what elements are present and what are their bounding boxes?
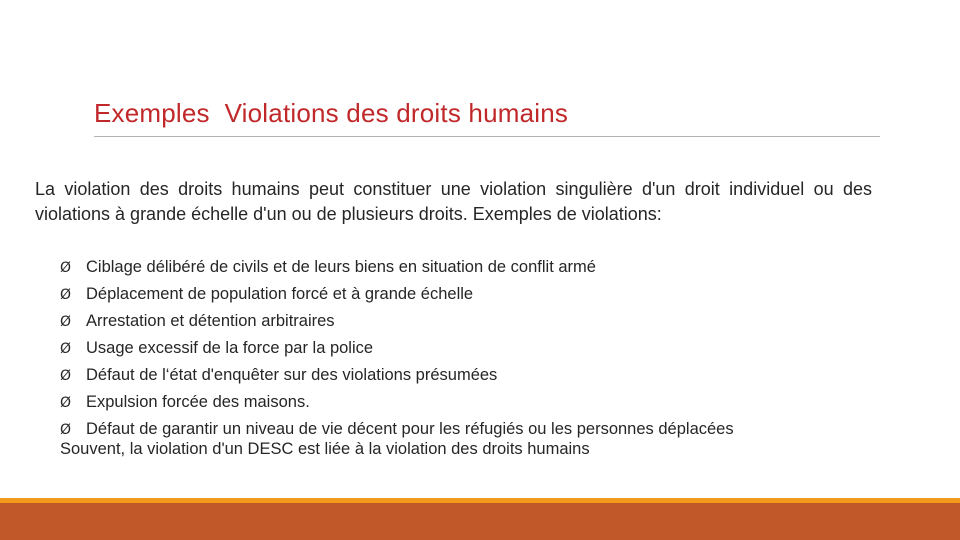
list-item [60, 335, 734, 362]
list-item [60, 362, 734, 389]
arrow-bullet-icon: Ø [60, 260, 72, 276]
arrow-bullet-icon: Ø [60, 341, 72, 357]
list-item [60, 281, 734, 308]
list-item-text: Déplacement de population forcé et à grande échelle [86, 285, 474, 303]
list-item-text: Usage excessif de la force par la police [86, 339, 374, 357]
intro-paragraph: La violation des droits humains peut constituer une violation singulière d'un droit individuel ou des violations à grande échelle d'un ou de plusieurs droits. Exemples de violations: [35, 179, 872, 224]
closing-statement: Souvent, la violation d'un DESC est liée à la violation des droits humains [60, 440, 590, 458]
arrow-bullet-icon: Ø [60, 314, 72, 330]
arrow-bullet-icon: Ø [60, 395, 72, 411]
list-item-text: Arrestation et détention arbitraires [86, 312, 335, 330]
title-underline [94, 136, 880, 137]
list-item-text: Expulsion forcée des maisons. [86, 393, 310, 411]
list-item-text: Défaut de garantir un niveau de vie décent pour les réfugiés ou les personnes déplacées [86, 420, 734, 438]
list-item [60, 389, 734, 416]
list-item-text: Défaut de l‘état d'enquêter sur des violations présumées [86, 366, 498, 384]
footer-bar [0, 503, 960, 540]
arrow-bullet-icon: Ø [60, 287, 72, 303]
list-item [60, 254, 734, 281]
list-item-text: Ciblage délibéré de civils et de leurs biens en situation de conflit armé [86, 258, 596, 276]
list-item [60, 308, 734, 335]
arrow-bullet-icon: Ø [60, 422, 72, 438]
violation-list [60, 254, 734, 443]
slide-title: Exemples Violations des droits humains [94, 98, 569, 128]
arrow-bullet-icon: Ø [60, 368, 72, 384]
